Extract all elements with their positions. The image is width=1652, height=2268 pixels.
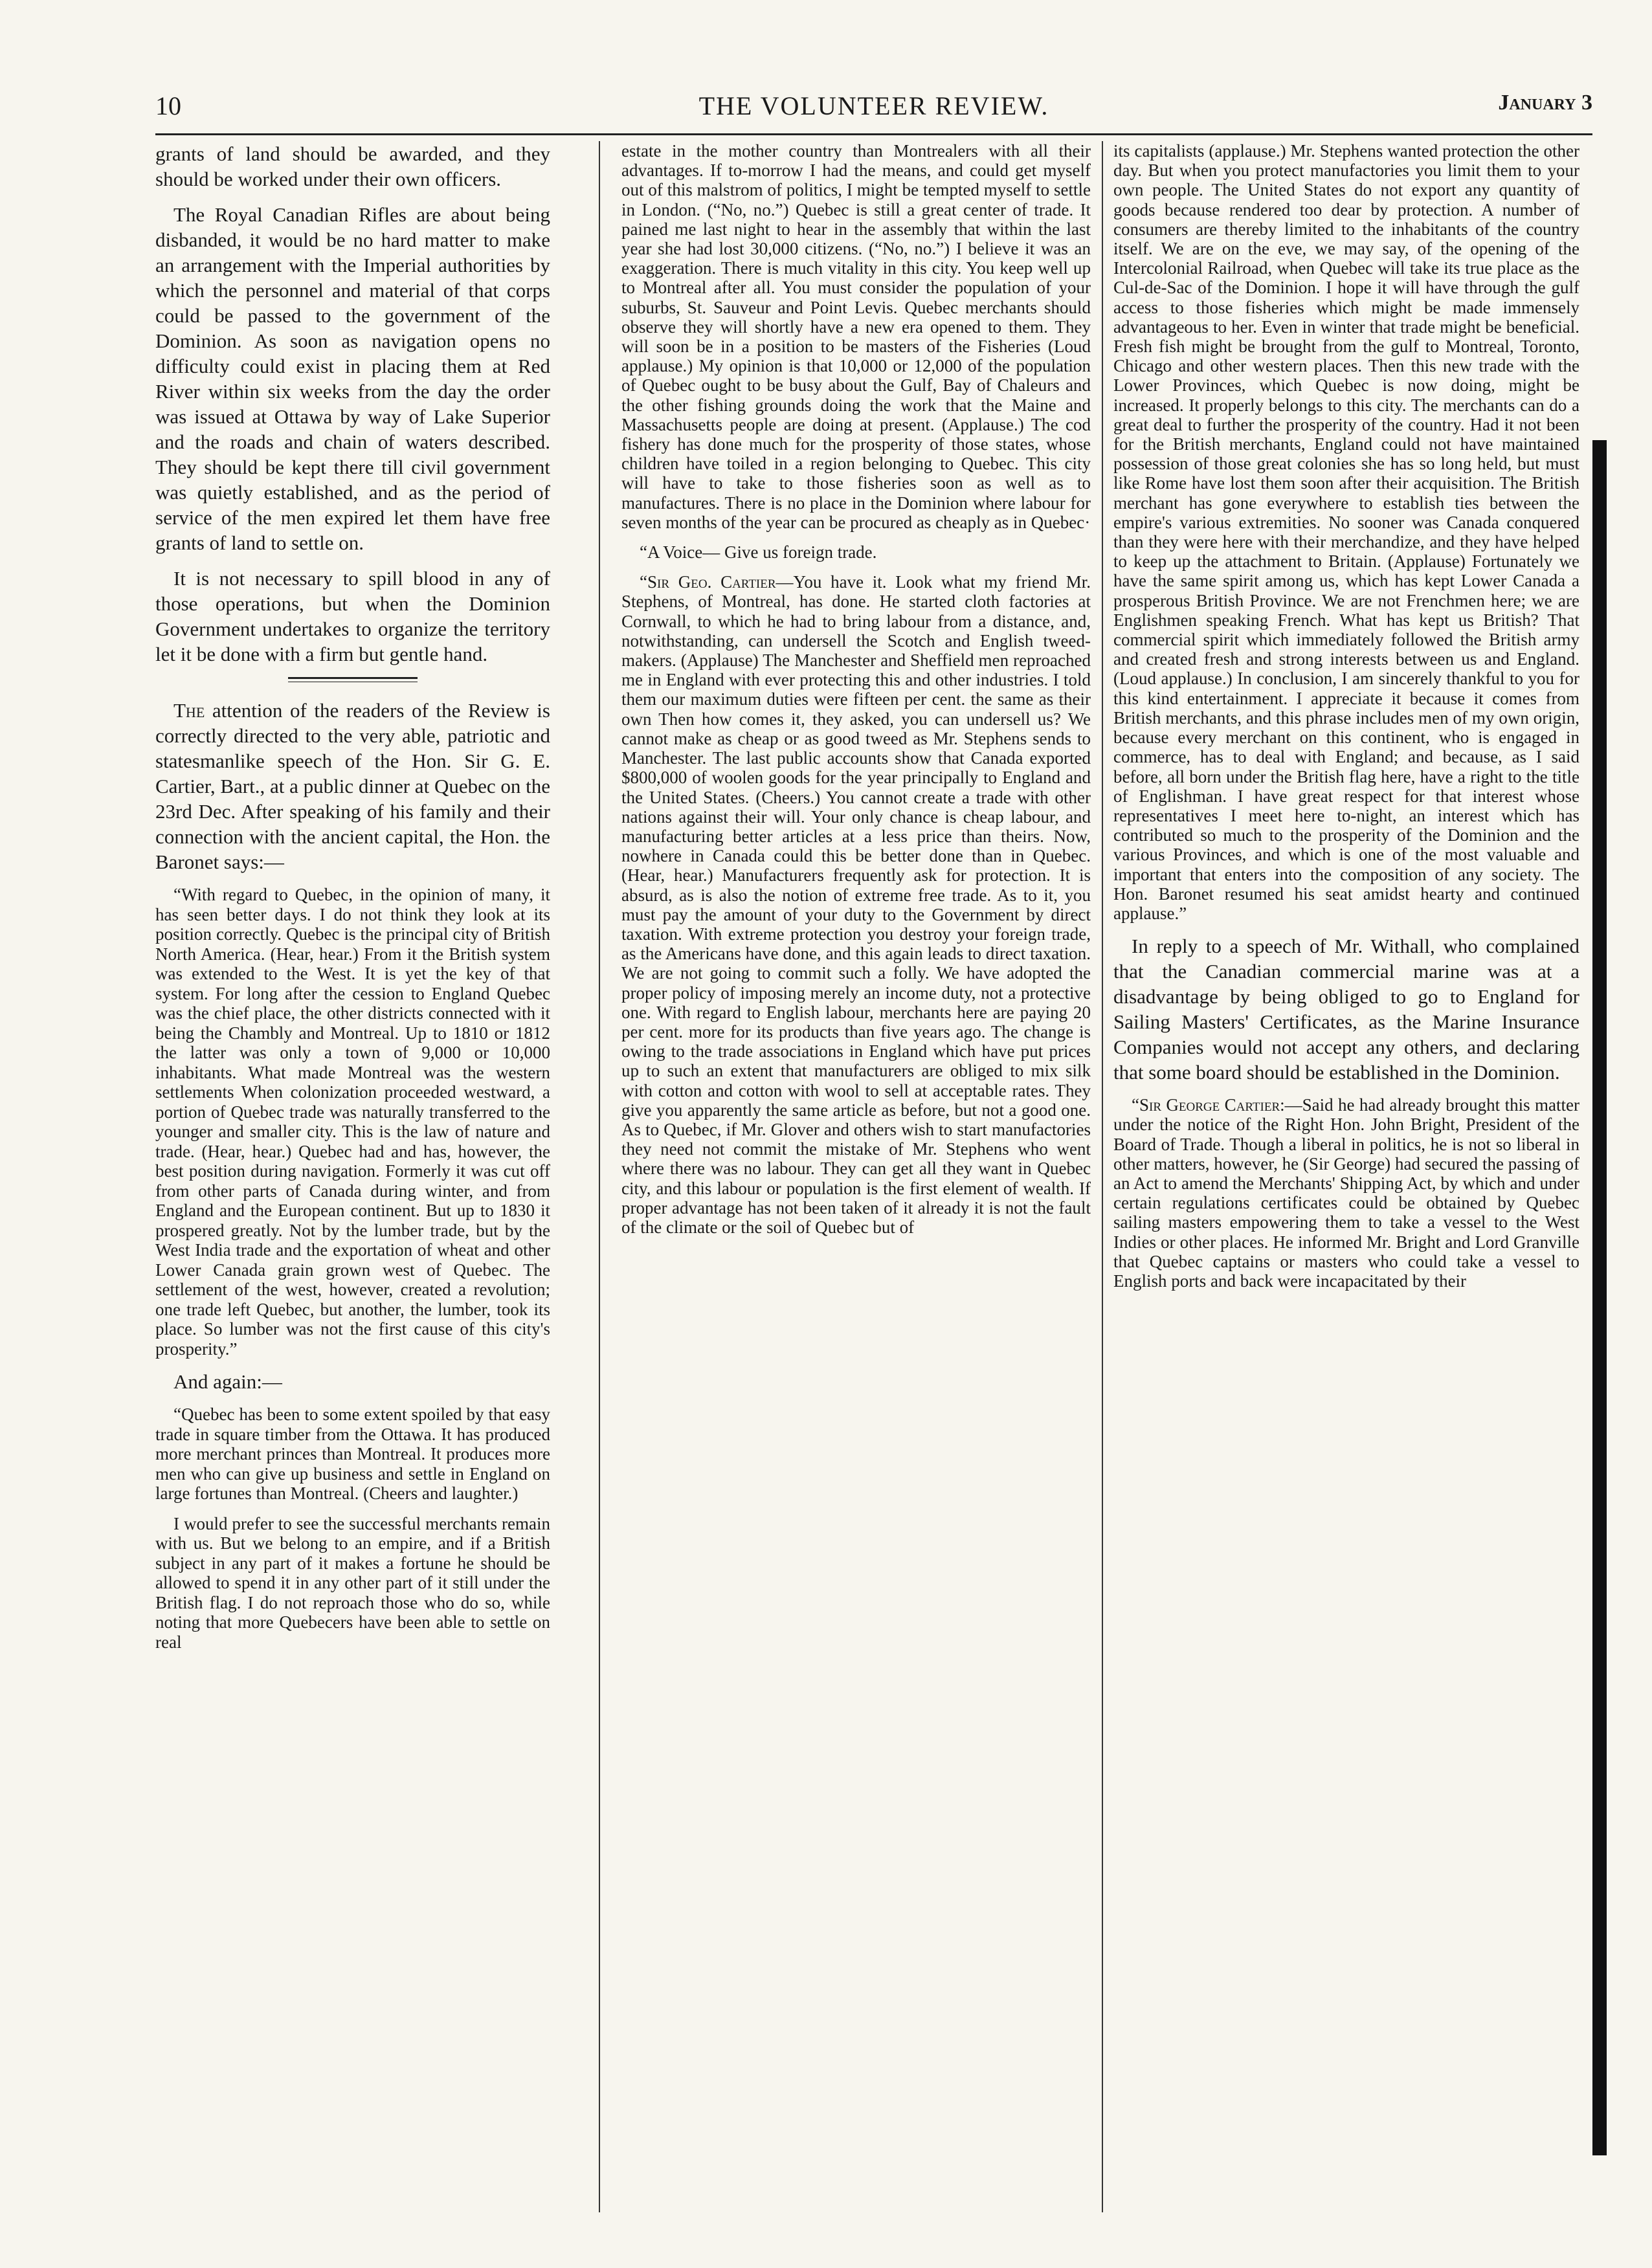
quoted-paragraph: its capitalists (applause.) Mr. Stephens wanted protection the other day. But when you protect manufactories you limit them to your own people. The United States do not export any quantity of goods because rendered too dear by protection. A number of consumers are thereby limited to the inhabitants of the country itself. We are on the eve, we may say, of the opening of the Intercolonial Railroad, when Quebec will take its true place as the Cul-de-Sac of the Dominion. I hope it will have through the gulf access to those fisheries which might be made immensely advantageous to her. Even in winter that trade might be beneficial. Fresh fish might be brought from the gulf to Montreal, Toronto, Chicago and other western places. Then this new trade with the Lower Provinces, which Quebec is now doing, might be increased. It properly belongs to this city. The merchants can do a great deal to further the prosperity of the country. Had it not been for the British merchants, England could not have maintained possession of those great colonies she has so long held, but must like Rome have lost them soon after their acquisition. The British merchant has gone everywhere to establish ties between the empire's various extremities. No sooner was Canada conquered than they were here with their merchandize, and they have helped to keep up the attachment to Britain. (Applause) Fortunately we have the same spirit among us, which has kept Lower Canada a prosperous British Province. We are not Frenchmen here; we are Englishmen speaking French. What has kept us British? That commercial spirit which immediately followed the British army and created fresh and strong interests between us and England. (Loud applause.) In conclusion, I am sincerely thankful to you for this kind entertainment. I appreciate it because it comes from British merchants, and this phrase includes men of my own origin, because every merchant on this continent, who is engaged in commerce, has to deal with England; and because, as I said before, all born under the British flag here, have a right to the title of Englishman. I have great respect for that interest whose representatives I meet here to-night, an interest which has contributed so much to the prosperity of the Dominion and the various Provinces, and which is one of the most valuable and important that enters into the composition of any society. The Hon. Baronet resumed his seat amidst hearty and continued applause.”: [1113, 141, 1579, 923]
page-edge-shadow: [1592, 440, 1607, 2155]
newspaper-title: THE VOLUNTEER REVIEW.: [698, 91, 1049, 120]
column-divider: [599, 141, 600, 2212]
paragraph-text: :—Said he had already brought this matter under the notice of the Right Hon. John Bright, President of the Board of Trade. Though a liberal in politics, he is not so liberal in other matters, however, he (Sir George) had secured the passing of an Act to amend the Merchants' Shipping Act, by which and under certain regulations certificates could be obtained by Quebec sailing masters empowering them to take a vessel to the West Indies or other places. He informed Mr. Bright and Lord Granville that Quebec captains or masters who could take a vessel to English ports and back were incapacitated by their: [1113, 1095, 1579, 1291]
quoted-paragraph: [1113, 1095, 1579, 1291]
issue-date: January 3: [1498, 91, 1592, 115]
column-divider: [1102, 141, 1103, 2212]
quoted-paragraph: I would prefer to see the successful merchants remain with us. But we belong to an empire, and if a British subject in any part of it makes a fortune he should be allowed to spend it in any other part of it still under the British flag. I do not reproach those who do so, while noting that more Quebecers have been able to settle on real: [155, 1513, 550, 1652]
paragraph: The Royal Canadian Rifles are about being disbanded, it would be no hard matter to make an arrangement with the Imperial authorities by which the personnel and material of that corps could be passed to the government of the Dominion. As soon as navigation opens no difficulty could exist in placing them at Red River within six weeks from the day the order was issued at Ottawa by way of Lake Superior and the roads and chain of waters described. They should be kept there till civil government was quietly established, and as the period of service of the men expired let them have free grants of land to settle on.: [155, 203, 550, 554]
paragraph: [155, 698, 550, 874]
paragraph: grants of land should be awarded, and they should be worked under their own officers.: [155, 142, 550, 190]
paragraph: It is not necessary to spill blood in any of those operations, but when the Dominion Government undertakes to organize the territory let it be done with a firm but gentle hand.: [155, 567, 550, 665]
speaker-name: “Sir Geo. Cartier: [640, 572, 776, 592]
column-2: [621, 141, 1091, 2212]
paragraph: And again:—: [173, 1370, 282, 1393]
header-rule: [155, 133, 1592, 135]
column-1: [155, 141, 550, 2212]
paragraph: In reply to a speech of Mr. Withall, who complained that the Canadian commercial marine was at a disadvantage by being obliged to go to England for Sailing Masters' Certificates, as the Marine Insurance Companies would not accept any others, and declaring that some board should be established in the Dominion.: [1113, 935, 1579, 1084]
quoted-paragraph: “Quebec has been to some extent spoiled by that easy trade in square timber from the Ottawa. It has produced more merchant princes than Montreal. It produces more men who can give up business and settle in England on large fortunes than Montreal. (Cheers and laughter.): [155, 1405, 550, 1503]
speaker-name: “Sir George Cartier: [1132, 1095, 1280, 1115]
quoted-paragraph: [621, 572, 1091, 1237]
page-number: 10: [155, 91, 181, 120]
lead-in: The: [173, 699, 205, 722]
quoted-paragraph: estate in the mother country than Montrealers with all their advantages. If to-morrow I had the means, and could get myself out of this malstrom of politics, I might be tempted myself to settle in London. (“No, no.”) Quebec is still a great center of trade. It pained me last night to hear in the assembly that within the last year she had lost 30,000 citizens. (“No, no.”) I believe it was an exaggeration. There is much vitality in this city. You keep well up to Montreal after all. You must consider the population of your suburbs, St. Sauveur and Point Levis. Quebec merchants should observe they will shortly have a new era opened to them. They will soon be in a position to be masters of the Fisheries (Loud applause.) My opinion is that 10,000 or 12,000 of the population of Quebec ought to be busy about the Gulf, Bay of Chaleurs and the other fishing grounds doing the work that the Maine and Massachusetts people are doing at present. (Applause.) The cod fishery has done much for the prosperity of those states, whose children have toiled in a region belonging to Quebec. This city will have to take to those fisheries soon as well as to manufactures. There is no place in the Dominion where labour for seven months of the year can be procured as cheaply as in Quebec·: [621, 141, 1091, 532]
paragraph-text: —You have it. Look what my friend Mr. Stephens, of Montreal, has done. He started cloth factories at Cornwall, to which he had to bring labour from a distance, and, notwithstanding, can undersell the Scotch and English tweed-makers. (Applause) The Manchester and Sheffield men reproached me in England with ever protecting this and other industries. I told them our maximum duties were fifteen per cent. the same as their own Then how comes it, they asked, you can undersell us? We cannot make as cheap or as good tweed as Mr. Stephens sends to Manchester. The last public accounts show that Canada exported $800,000 of woolen goods for the year principally to England and the United States. (Cheers.) You cannot create a trade with other nations against their will. Your only chance is cheap labour, and manufacturing better articles at a less price than theirs. Now, nowhere in Canada could this be better done than in Quebec. (Hear, hear.) Manufacturers frequently ask for protection. It is absurd, as is also the notion of extreme free trade. As to it, you must pay the amount of your duty to the Government by direct taxation. With extreme protection you destroy your foreign trade, as the Americans have done, and this again leads to direct taxation. We are not going to commit such a folly. We have adopted the proper policy of imposing merely an income duty, not a protective one. With regard to English labour, merchants here are paying 20 per cent. more for its products than five years ago. The change is owing to the trade associations in England which have put prices up to such an extent that manufacturers are obliged to mix silk with cotton and cotton with wool to sell at acceptable rates. They give you apparently the same article as before, but not a good one. As to Quebec, if Mr. Glover and others wish to start manufactories they need not commit the mistake of Mr. Stephens who went where there was no labour. They can get all they want in Quebec city, and this labour or population is the first element of wealth. If proper advantage has not been taken of it already it is not the fault of the climate or the soil of Quebec but of: [621, 572, 1091, 1237]
page-header: [155, 91, 1592, 129]
section-divider: [288, 677, 418, 682]
paragraph-text: attention of the readers of the Review is correctly directed to the very able, patriotic and statesmanlike speech of the Hon. Sir G. E. Cartier, Bart., at a public dinner at Quebec on the 23rd Dec. After speaking of his family and their connection with the ancient capital, the Hon. the Baronet says:—: [155, 699, 550, 873]
quoted-paragraph: “A Voice— Give us foreign trade.: [640, 542, 877, 562]
column-3: [1113, 141, 1579, 2212]
quoted-paragraph: “With regard to Quebec, in the opinion of many, it has seen better days. I do not think they look at its position correctly. Quebec is the principal city of British North America. (Hear, hear.) From it the British system was extended to the West. It is yet the key of that system. For long after the cession to England Quebec was the chief place, the other districts connected with it being the Chambly and Montreal. Up to 1810 or 1812 the latter was only a town of 9,000 or 10,000 inhabitants. What made Montreal was the western settlements When colonization proceeded westward, a portion of Quebec trade was naturally transferred to the younger and smaller city. This is the law of nature and trade. (Hear, hear.) Quebec had and has, however, the best position during navigation. Formerly it was cut off from other parts of Canada during winter, and from England and the European continent. But up to 1830 it prospered greatly. Not by the lumber trade, but by the West India trade and the exportation of wheat and other Lower Canada grain grown west of Quebec. The settlement of the west, however, created a revolution; one trade left Quebec, but another, the lumber, took its place. So lumber was not the first cause of this city's prosperity.”: [155, 885, 550, 1359]
